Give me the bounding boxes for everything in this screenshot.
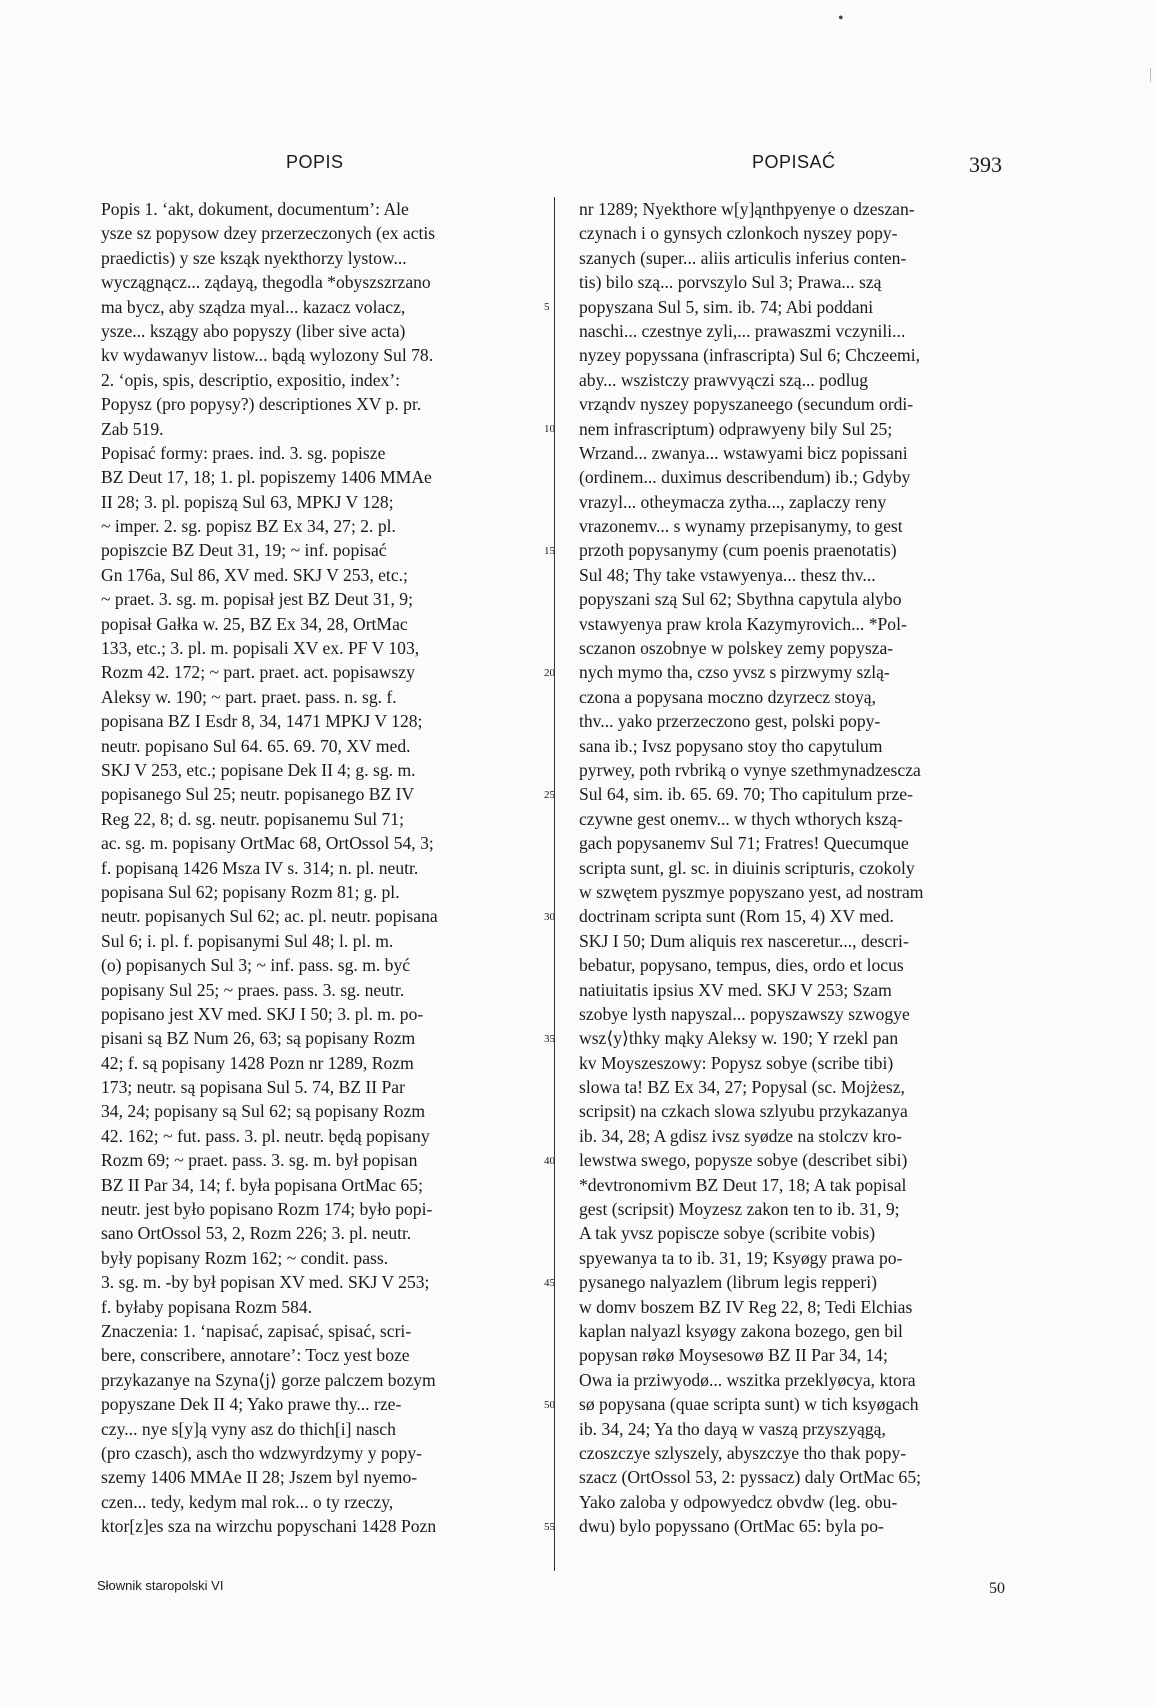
text-line: sano OrtOssol 53, 2, Rozm 226; 3. pl. neutr. <box>101 1223 412 1244</box>
text-line: doctrinam scripta sunt (Rom 15, 4) XV med. <box>579 906 894 927</box>
text-line: pisani są BZ Num 26, 63; są popisany Rozm <box>101 1028 416 1049</box>
text-line: 34, 24; popisany są Sul 62; są popisany Rozm <box>101 1101 426 1122</box>
line-number: 10 <box>544 422 555 435</box>
running-head-right: POPISAĆ <box>752 152 836 172</box>
text-line: gest (scripsit) Moyzesz zakon ten to ib. 31, 9; <box>579 1199 900 1220</box>
text-line: Owa ia prziwyodø... wszitka przeklyøcya, ktora <box>579 1369 916 1390</box>
line-number: 20 <box>544 666 555 679</box>
text-line: *devtronomivm BZ Deut 17, 18; A tak popisal <box>579 1174 907 1195</box>
text-line: (o) popisanych Sul 3; ~ inf. pass. sg. m. być <box>101 955 411 976</box>
line-number: 5 <box>544 300 550 313</box>
text-line: nyzey popyssana (infrascripta) Sul 6; Chczeemi, <box>579 345 921 366</box>
text-line: 2. ʻopis, spis, descriptio, expositio, indexʼ: <box>101 369 401 390</box>
text-line: nem infrascriptum) odprawyeny bily Sul 25; <box>579 418 893 439</box>
text-line: 133, etc.; 3. pl. m. popisali XV ex. PF V 103, <box>101 638 420 659</box>
text-line: pysanego nalyazlem (librum legis repperi) <box>579 1272 878 1293</box>
text-line: naschi... czestnye zyli,... prawaszmi vczynili... <box>579 320 906 341</box>
text-line: II 28; 3. pl. popiszą Sul 63, MPKJ V 128; <box>101 491 394 512</box>
print-mark: • <box>838 10 844 27</box>
text-line: kv wydawanyv listow... bądą wylozony Sul 78. <box>101 345 434 366</box>
text-line: 3. sg. m. -by był popisan XV med. SKJ V 253; <box>101 1272 430 1293</box>
text-line: Wrzand... zwanya... wstawyami bicz popissani <box>579 442 908 463</box>
text-line: neutr. jest było popisano Rozm 174; było popi- <box>101 1199 433 1220</box>
text-line: (ordinem... duximus describendum) ib.; Gdyby <box>579 467 911 488</box>
text-line: Rozm 42. 172; ~ part. praet. act. popisawszy <box>101 662 415 683</box>
text-line: ib. 34, 24; Ya tho dayą w vaszą przyszyągą, <box>579 1418 886 1439</box>
text-line: SKJ V 253, etc.; popisane Dek II 4; g. sg. m. <box>101 759 416 780</box>
text-line: Sul 48; Thy take vstawyenya... thesz thv... <box>579 564 876 585</box>
text-line: f. byłaby popisana Rozm 584. <box>101 1296 313 1317</box>
text-line: Gn 176a, Sul 86, XV med. SKJ V 253, etc.; <box>101 564 408 585</box>
line-number: 25 <box>544 788 555 801</box>
text-line: Yako zaloba y odpowyedcz obvdw (leg. obu- <box>579 1491 898 1512</box>
text-line: ysze sz popysow dzey przerzeczonych (ex actis <box>101 223 436 244</box>
text-line: ysze... kszągy abo popyszy (liber sive acta) <box>101 320 406 341</box>
text-line: czoszczye szlyszely, abyszczye tho thak popy- <box>579 1442 907 1463</box>
right-column <box>579 197 1002 1538</box>
text-line: popisany Sul 25; ~ praes. pass. 3. sg. neutr. <box>101 979 405 1000</box>
text-line: czynach i o gynsych czlonkoch nyszey popy- <box>579 223 898 244</box>
text-line: Sul 64, sim. ib. 65. 69. 70; Tho capitulum prze- <box>579 784 913 805</box>
text-line: popisano jest XV med. SKJ I 50; 3. pl. m. po- <box>101 1003 424 1024</box>
text-line: ac. sg. m. popisany OrtMac 68, OrtOssol 54, 3; <box>101 833 434 854</box>
text-line: wyczągnącz... ządayą, thegodla *obyszszrzano <box>101 272 431 293</box>
text-line: SKJ I 50; Dum aliquis rex nasceretur..., descri- <box>579 930 909 951</box>
text-line: vrazonemv... s wynamy przepisanymy, to gest <box>579 516 903 537</box>
text-line: sczanon oszobnye w polskey zemy popysza- <box>579 638 894 659</box>
text-line: lewstwa swego, popysze sobye (describet sibi) <box>579 1150 908 1171</box>
text-line: czen... tedy, kedym mal rok... o ty rzeczy, <box>101 1491 394 1512</box>
text-line: 42; f. są popisany 1428 Pozn nr 1289, Rozm <box>101 1052 414 1073</box>
text-line: scripta sunt, gl. sc. in diuinis scripturis, czokoly <box>579 857 915 878</box>
text-line: ~ praet. 3. sg. m. popisał jest BZ Deut 31, 9; <box>101 589 413 610</box>
text-line: scripsit) na czkach slowa szlyubu przykazanya <box>579 1101 908 1122</box>
text-line: sana ib.; Ivsz popysano stoy tho capytulum <box>579 735 883 756</box>
text-line: szanych (super... aliis articulis inferius conten- <box>579 247 907 268</box>
text-line: czy... nye s[y]ą vyny asz do thich[i] nasch <box>101 1418 396 1439</box>
text-line: kaplan nalyazl ksyøgy zakona bozego, gen bil <box>579 1320 903 1341</box>
text-line: szobye lysth napyszal... popyszawszy szwogye <box>579 1003 910 1024</box>
text-line: BZ II Par 34, 14; f. była popisana OrtMac 65; <box>101 1174 423 1195</box>
line-number: 35 <box>544 1032 555 1045</box>
column-divider <box>554 197 555 1571</box>
text-line: popisana BZ I Esdr 8, 34, 1471 MPKJ V 128; <box>101 711 423 732</box>
text-line: Znaczenia: 1. ʻnapisać, zapisać, spisać, scri- <box>101 1320 412 1341</box>
text-line: popyszani szą Sul 62; Sbythna capytula alybo <box>579 589 902 610</box>
text-line: tis) bilo szą... porvszylo Sul 3; Prawa... szą <box>579 272 882 293</box>
text-line: slowa ta! BZ Ex 34, 27; Popysal (sc. Mojżesz, <box>579 1077 905 1098</box>
text-line: aby... wszistczy prawvyączi szą... podlug <box>579 369 869 390</box>
text-line: dwu) bylo popyssano (OrtMac 65: byla po- <box>579 1516 884 1537</box>
text-line: praedictis) y sze ksząk nyekthorzy lystow... <box>101 247 407 268</box>
line-number: 55 <box>544 1520 555 1533</box>
text-line: przoth popysanymy (cum poenis praenotatis) <box>579 540 897 561</box>
scan-mark <box>1150 68 1151 82</box>
text-line: ktor[z]es sza na wirzchu popyschani 1428 Pozn <box>101 1516 437 1537</box>
line-number: 40 <box>544 1154 555 1167</box>
text-line: były popisany Rozm 162; ~ condit. pass. <box>101 1247 389 1268</box>
text-line: nr 1289; Nyekthore w[y]ąnthpyenye o dzeszan- <box>579 199 915 219</box>
footer-signature-number: 50 <box>989 1580 1005 1597</box>
text-line: vrząndv nyszey popyszaneego (secundum ordi- <box>579 394 914 415</box>
text-line: ib. 34, 28; A gdisz ivsz syødze na stolczv kro- <box>579 1125 902 1146</box>
text-line: popyszane Dek II 4; Yako prawe thy... rze- <box>101 1394 402 1415</box>
left-column <box>101 197 531 1538</box>
text-line: Popisać formy: praes. ind. 3. sg. popisze <box>101 442 386 463</box>
text-line: 173; neutr. są popisana Sul 5. 74, BZ II Par <box>101 1077 405 1098</box>
text-line: vstawyenya praw krola Kazymyrovich... *Pol- <box>579 613 907 634</box>
text-line: popysan røkø Moysesowø BZ II Par 34, 14; <box>579 1345 888 1366</box>
text-line: nych mymo tha, czso yvsz s pirzwymy szlą- <box>579 662 890 683</box>
text-line: popisał Gałka w. 25, BZ Ex 34, 28, OrtMac <box>101 613 408 634</box>
text-line: neutr. popisano Sul 64. 65. 69. 70, XV med. <box>101 735 411 756</box>
text-line: Aleksy w. 190; ~ part. praet. pass. n. sg. f. <box>101 686 397 707</box>
line-number: 45 <box>544 1276 555 1289</box>
text-line: thv... yako przerzeczono gest, polski popy- <box>579 711 881 732</box>
text-line: pyrwey, poth rvbriką o vynye szethmynadzescza <box>579 759 921 780</box>
text-line: Reg 22, 8; d. sg. neutr. popisanemu Sul 71; <box>101 808 404 829</box>
text-line: popisanego Sul 25; neutr. popisanego BZ IV <box>101 784 415 805</box>
text-line: gach popysanemv Sul 71; Fratres! Quecumque <box>579 833 909 854</box>
text-line: Sul 6; i. pl. f. popisanymi Sul 48; l. pl. m. <box>101 930 394 951</box>
text-line: popyszana Sul 5, sim. ib. 74; Abi poddani <box>579 296 874 317</box>
text-line: ~ imper. 2. sg. popisz BZ Ex 34, 27; 2. pl. <box>101 516 396 537</box>
text-line: szemy 1406 MMAe II 28; Jszem byl nyemo- <box>101 1467 418 1488</box>
text-line: (pro czasch), asch tho wdzwyrdzymy y popy- <box>101 1442 422 1463</box>
text-line: Popis 1. ʻakt, dokument, documentumʼ: Ale <box>101 199 409 219</box>
text-line: neutr. popisanych Sul 62; ac. pl. neutr. popisana <box>101 906 438 927</box>
text-line: popisana Sul 62; popisany Rozm 81; g. pl. <box>101 881 400 902</box>
text-line: f. popisaną 1426 Msza IV s. 314; n. pl. neutr. <box>101 857 419 878</box>
text-line: Zab 519. <box>101 418 164 439</box>
text-line: bebatur, popysano, tempus, dies, ordo et locus <box>579 955 904 976</box>
text-line: ma bycz, aby sządza myal... kazacz volacz, <box>101 296 406 317</box>
text-line: spyewanya ta to ib. 31, 19; Ksyøgy prawa po- <box>579 1247 903 1268</box>
text-line: przykazanye na Szyna⟨j⟩ gorze palczem bozym <box>101 1369 436 1390</box>
footer-volume-label: Słownik staropolski VI <box>97 1578 224 1593</box>
text-line: czywne gest onemv... w thych wthorych kszą- <box>579 808 903 829</box>
text-line: natiuitatis ipsius XV med. SKJ V 253; Szam <box>579 979 892 1000</box>
text-line: 42. 162; ~ fut. pass. 3. pl. neutr. będą popisany <box>101 1125 430 1146</box>
text-line: szacz (OrtOssol 53, 2: pyssacz) daly OrtMac 65; <box>579 1467 922 1488</box>
line-number: 50 <box>544 1398 555 1411</box>
text-line: vrazyl... otheymacza zytha..., zaplaczy reny <box>579 491 887 512</box>
text-line: Rozm 69; ~ praet. pass. 3. sg. m. był popisan <box>101 1150 418 1171</box>
text-line: sø popysana (quae scripta sunt) w tich ksyøgach <box>579 1394 919 1415</box>
text-line: czona a popysana moczno dzyrzecz stoyą, <box>579 686 876 707</box>
text-line: wsz⟨y⟩thky mąky Aleksy w. 190; Y rzekl pan <box>579 1028 899 1049</box>
page-number: 393 <box>969 152 1002 177</box>
running-head-left: POPIS <box>286 152 344 172</box>
text-line: bere, conscribere, annotareʼ: Tocz yest boze <box>101 1345 410 1366</box>
text-line: Popysz (pro popysy?) descriptiones XV p. pr. <box>101 394 422 415</box>
text-line: kv Moyszeszowy: Popysz sobye (scribe tibi) <box>579 1052 894 1073</box>
line-number: 30 <box>544 910 555 923</box>
text-line: popiszcie BZ Deut 31, 19; ~ inf. popisać <box>101 540 387 561</box>
text-line: w szwętem pyszmye popyszano yest, ad nostram <box>579 881 924 902</box>
text-line: w domv boszem BZ IV Reg 22, 8; Tedi Elchias <box>579 1296 913 1317</box>
line-number: 15 <box>544 544 555 557</box>
text-line: A tak yvsz popiscze sobye (scribite vobis) <box>579 1223 876 1244</box>
text-line: BZ Deut 17, 18; 1. pl. popiszemy 1406 MMAe <box>101 467 432 488</box>
